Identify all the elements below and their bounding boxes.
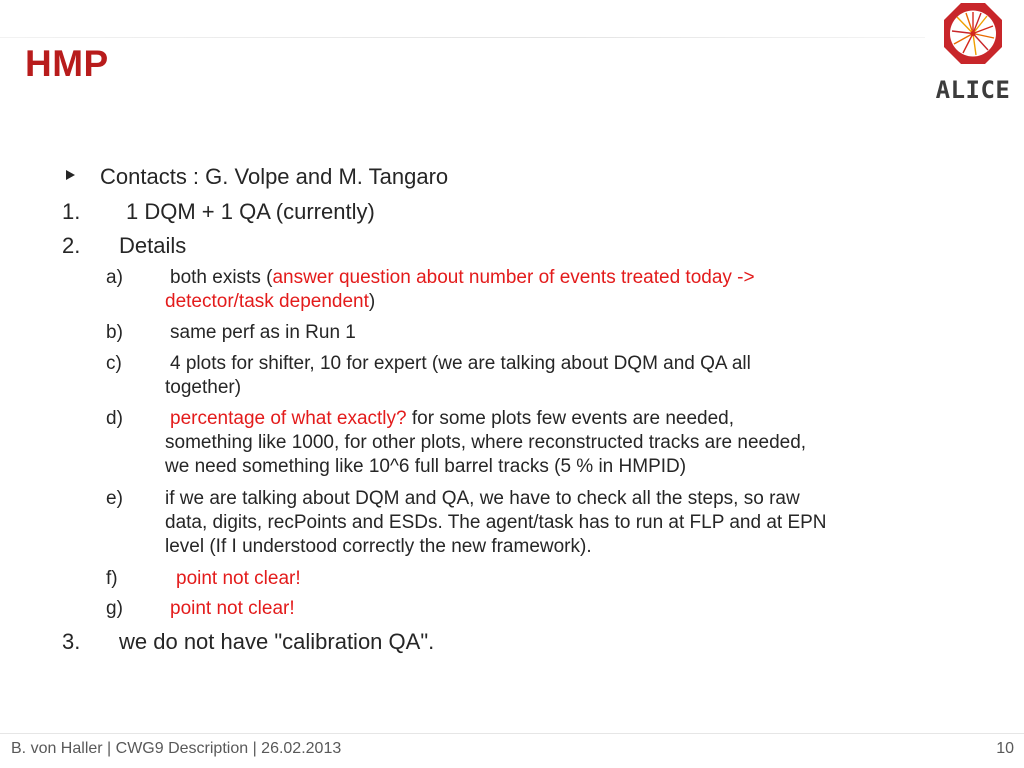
sub-a-pre: both exists (: [170, 267, 273, 288]
sub-a-line-2: [165, 291, 375, 313]
sub-d-rest: for some plots few events are needed,: [411, 408, 735, 429]
sub-e-marker: e): [106, 488, 123, 509]
sub-d-line-1: [170, 408, 734, 430]
sub-a-marker: a): [106, 267, 123, 288]
item-3-text: we do not have "calibration QA".: [119, 629, 435, 654]
sub-e-line-1: if we are talking about DQM and QA, we have to check all the steps, so raw: [165, 488, 800, 509]
sub-a-red-1: answer question about number of events treated today ->: [272, 267, 755, 288]
item-2-text: Details: [119, 233, 187, 258]
sub-d-red: percentage of what exactly?: [170, 408, 407, 429]
sub-g-text: point not clear!: [170, 598, 295, 619]
sub-d-marker: d): [106, 408, 123, 429]
item-3-marker: 3.: [62, 629, 81, 654]
logo-wordmark: ALICE: [935, 76, 1011, 104]
sub-f-text: point not clear!: [176, 568, 301, 589]
sub-b-marker: b): [106, 322, 123, 343]
sub-e-line-2: data, digits, recPoints and ESDs. The agent/task has to run at FLP and at EPN: [165, 512, 827, 533]
contacts-line: Contacts : G. Volpe and M. Tangaro: [100, 164, 449, 189]
sub-c-line-2: together): [165, 377, 242, 398]
page-number: 10: [996, 740, 1014, 757]
sub-d-line-3: we need something like 10^6 full barrel tracks (5 % in HMPID): [165, 456, 687, 477]
sub-c-marker: c): [106, 353, 122, 374]
sub-f-marker: f): [106, 568, 118, 589]
sub-e-line-3: level (If I understood correctly the new framework).: [165, 536, 592, 557]
sub-g-marker: g): [106, 598, 123, 619]
footer-divider: [0, 733, 1024, 734]
item-1-marker: 1.: [62, 199, 81, 224]
slide-title: HMP: [25, 43, 109, 84]
sub-c-line-1: 4 plots for shifter, 10 for expert (we are talking about DQM and QA all: [170, 353, 751, 374]
item-1-text: 1 DQM + 1 QA (currently): [126, 199, 375, 224]
sub-a-red-2: detector/task dependent: [165, 291, 369, 312]
sub-a-line-1: [170, 267, 755, 289]
item-2-marker: 2.: [62, 233, 81, 258]
triangle-right-icon: [66, 170, 75, 180]
sub-a-post: ): [368, 291, 376, 312]
sub-d-line-2: something like 1000, for other plots, where reconstructed tracks are needed,: [165, 432, 807, 453]
sub-b-text: same perf as in Run 1: [170, 322, 356, 343]
slide-footer: B. von Haller | CWG9 Description | 26.02.2013: [11, 740, 342, 757]
